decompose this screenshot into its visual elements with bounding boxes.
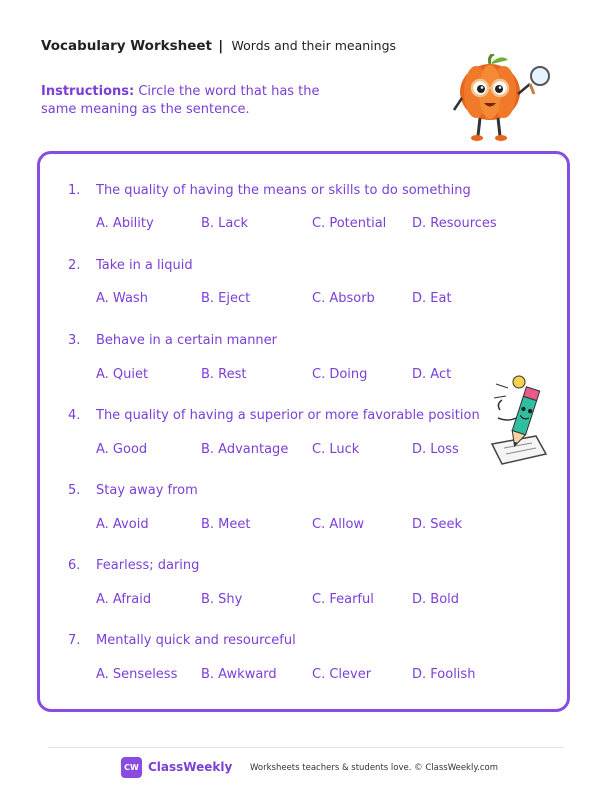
question-number: 2. [68, 258, 81, 273]
option-c[interactable]: C. Allow [312, 517, 365, 532]
classweekly-logo-icon: CW [121, 757, 142, 778]
option-a[interactable]: A. Afraid [96, 592, 152, 607]
question-number: 4. [68, 408, 81, 423]
question-number: 1. [68, 183, 81, 198]
option-d[interactable]: D. Seek [412, 517, 463, 532]
option-d[interactable]: D. Loss [412, 442, 459, 457]
question-text: Behave in a certain manner [96, 333, 278, 348]
option-b[interactable]: B. Meet [201, 517, 251, 532]
option-b[interactable]: B. Eject [201, 291, 251, 306]
footer-tagline: Worksheets teachers & students love. © ClassWeekly.com [250, 763, 499, 773]
option-d[interactable]: D. Act [412, 367, 452, 382]
option-a[interactable]: A. Senseless [96, 667, 178, 682]
option-c[interactable]: C. Doing [312, 367, 368, 382]
worksheet-title: Vocabulary Worksheet [41, 38, 212, 54]
pumpkin-mascot-icon [446, 54, 556, 144]
question-number: 7. [68, 633, 81, 648]
question-number: 3. [68, 333, 81, 348]
option-c[interactable]: C. Luck [312, 442, 360, 457]
instructions [41, 83, 351, 119]
option-d[interactable]: D. Eat [412, 291, 452, 306]
question-text: Stay away from [96, 483, 198, 498]
instructions-label: Instructions: [41, 84, 135, 99]
question-text: The quality of having the means or skills to do something [96, 183, 471, 198]
question-text: Mentally quick and resourceful [96, 633, 296, 648]
option-b[interactable]: B. Awkward [201, 667, 277, 682]
brand-name: ClassWeekly [148, 760, 233, 774]
instructions-text: Circle the word that has the same meaning as the sentence. [41, 84, 320, 117]
option-c[interactable]: C. Absorb [312, 291, 375, 306]
option-b[interactable]: B. Shy [201, 592, 243, 607]
option-b[interactable]: B. Rest [201, 367, 247, 382]
option-c[interactable]: C. Fearful [312, 592, 374, 607]
option-a[interactable]: A. Wash [96, 291, 148, 306]
option-a[interactable]: A. Good [96, 442, 148, 457]
option-d[interactable]: D. Bold [412, 592, 460, 607]
pencil-mascot-icon [486, 374, 552, 470]
option-c[interactable]: C. Clever [312, 667, 372, 682]
option-a[interactable]: A. Quiet [96, 367, 149, 382]
title-separator: | [218, 38, 224, 54]
option-a[interactable]: A. Avoid [96, 517, 149, 532]
question-text: Take in a liquid [96, 258, 193, 273]
question-number: 5. [68, 483, 81, 498]
option-d[interactable]: D. Foolish [412, 667, 476, 682]
footer-divider [48, 747, 564, 748]
question-text: The quality of having a superior or more favorable position [96, 408, 480, 423]
option-d[interactable]: D. Resources [412, 216, 497, 231]
option-b[interactable]: B. Advantage [201, 442, 289, 457]
option-c[interactable]: C. Potential [312, 216, 387, 231]
worksheet-header [41, 38, 396, 54]
worksheet-subtitle: Words and their meanings [231, 38, 397, 53]
option-b[interactable]: B. Lack [201, 216, 249, 231]
question-text: Fearless; daring [96, 558, 200, 573]
option-a[interactable]: A. Ability [96, 216, 154, 231]
question-number: 6. [68, 558, 81, 573]
